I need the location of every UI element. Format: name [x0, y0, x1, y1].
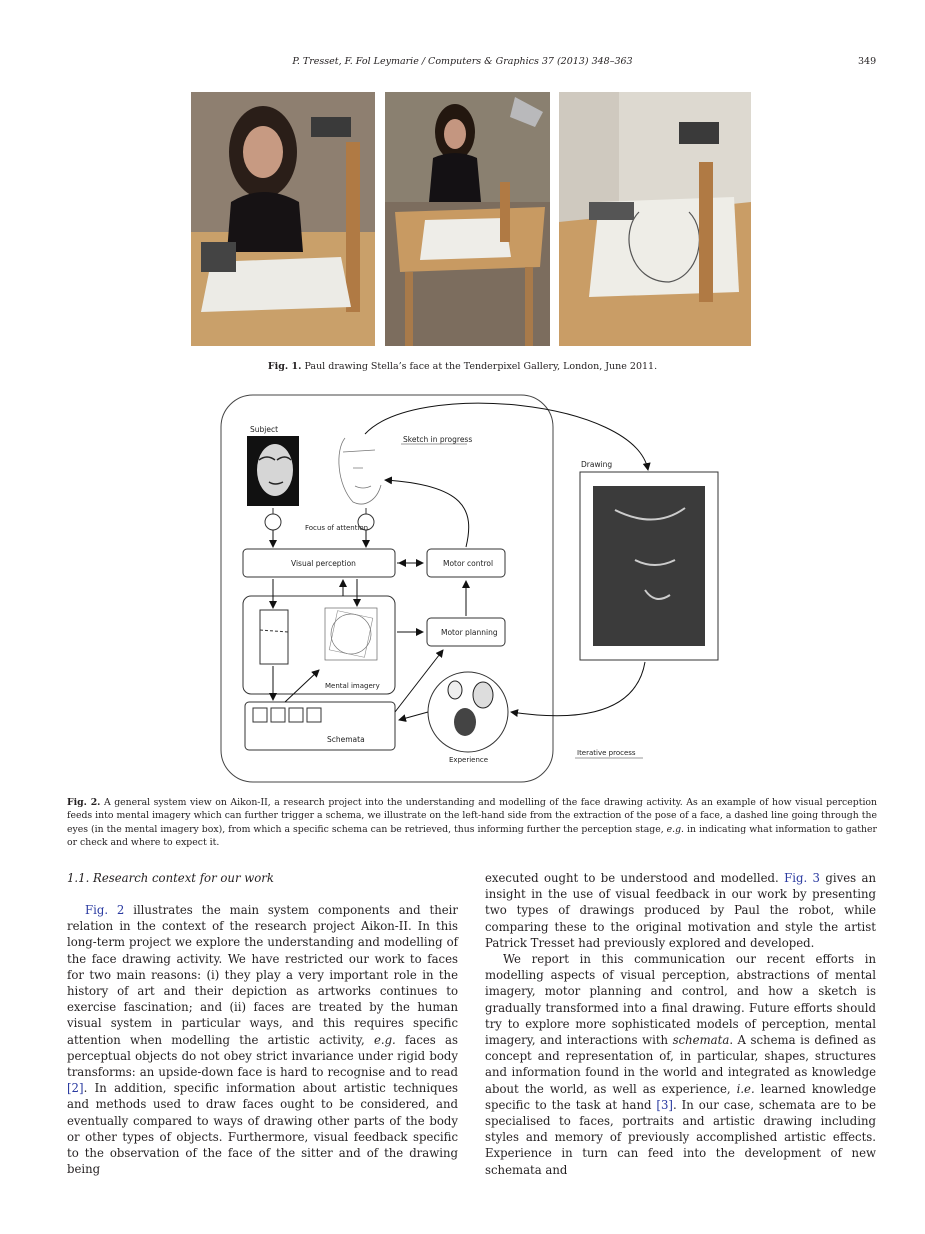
link-fig-2[interactable]: Fig. 2	[85, 903, 125, 917]
link-fig-3[interactable]: Fig. 3	[784, 871, 820, 885]
left-paragraph-1: Fig. 2 illustrates the main system components and their relation in the context of the research project Aikon-II. In this long-term project we explore the understanding and modelling of the face drawing activity. We have restricted our work to faces for two main reasons: (i) they play a very important role in the history of art and their depiction as artworks continues to exercise fascination; and (ii) faces are treated by the human visual system in particular ways, and this requires specific attention when modelling the artistic activity, e.g. faces as perceptual objects do not obey strict invariance under rigid body transforms: an upside-down face is hard to recognise and to read [2]. In addition, specific information about artistic techniques and methods used to draw faces ought to be considered, and eventually compared to ways of drawing other parts of the body or other types of objects. Furthermore, visual feedback specific to the observation of the face of the sitter and of the drawing being	[67, 903, 459, 1177]
label-mental-imagery: Mental imagery	[325, 682, 380, 690]
right-column	[485, 870, 876, 1178]
photo-right	[559, 92, 751, 346]
figure-2-caption	[67, 796, 877, 849]
figure-1-caption	[0, 361, 925, 372]
page-number: 349	[858, 56, 877, 67]
link-ref-3[interactable]: [3]	[656, 1097, 673, 1112]
figure-2-caption-part1: A general system view on Aikon-II, a research project into the understanding and modelling of the face drawing activity. As an example of how visual perception feeds into mental imagery which can further trigger a schema, we illustrate on the left-hand side from the extraction of the pose of a face, a dashed line going through the eyes (in the mental imagery box), from which a specific schema can be retrieved, thus informing further the perception stage,	[67, 797, 877, 835]
figure-1-caption-text: Paul drawing Stella’s face at the Tenderpixel Gallery, London, June 2011.	[304, 361, 658, 372]
label-focus: Focus of attention	[305, 524, 369, 532]
photo-left	[191, 92, 375, 346]
figure-2-diagram	[215, 390, 905, 790]
section-heading: 1.1. Research context for our work	[67, 871, 274, 885]
label-subject: Subject	[250, 425, 279, 434]
label-visual-perception: Visual perception	[291, 559, 356, 568]
label-drawing: Drawing	[581, 460, 613, 469]
label-motor-planning: Motor planning	[441, 628, 498, 637]
figure-1-label: Fig. 1.	[267, 361, 302, 372]
label-schemata: Schemata	[327, 735, 365, 744]
label-experience: Experience	[449, 756, 489, 764]
label-motor-control: Motor control	[443, 559, 494, 568]
link-ref-2[interactable]: [2]	[67, 1081, 84, 1096]
figure-2-label: Fig. 2.	[67, 797, 101, 808]
right-paragraph-1: executed ought to be understood and modelled. Fig. 3 gives an insight in the use of visual feedback in our work by presenting two types of drawings produced by Paul the robot, while comparing these to the original motivation and style the artist Patrick Tresset had previously explored and developed.	[485, 871, 876, 950]
figure-2-caption-eg: e.g.	[666, 823, 685, 835]
figure-2-caption-part2: in indicating what information to gather or check and where to expect it.	[67, 823, 877, 848]
label-sketch: Sketch in progress	[403, 435, 473, 444]
label-iterative: Iterative process	[577, 749, 636, 757]
running-header: P. Tresset, F. Fol Leymarie / Computers & Graphics 37 (2013) 348–363	[292, 56, 633, 67]
photo-middle	[385, 92, 550, 346]
right-paragraph-2: We report in this communication our recent efforts in modelling aspects of visual perception, abstractions of mental imagery, motor planning and control, and how a sketch is gradually transformed into a final drawing. Future efforts should try to explore more sophisticated models of perception, mental imagery, and interactions with schemata. A schema is defined as concept and representation of, in particular, shapes, structures and information found in the world and integrated as knowledge about the world, as well as experience, i.e. learned knowledge specific to the task at hand [3]. In our case, schemata are to be specialised to faces, portraits and artistic drawing including styles and memory of previously accomplished artistic effects. Experience in turn can feed into the development of new schemata and	[485, 952, 877, 1177]
left-column	[67, 870, 458, 1177]
